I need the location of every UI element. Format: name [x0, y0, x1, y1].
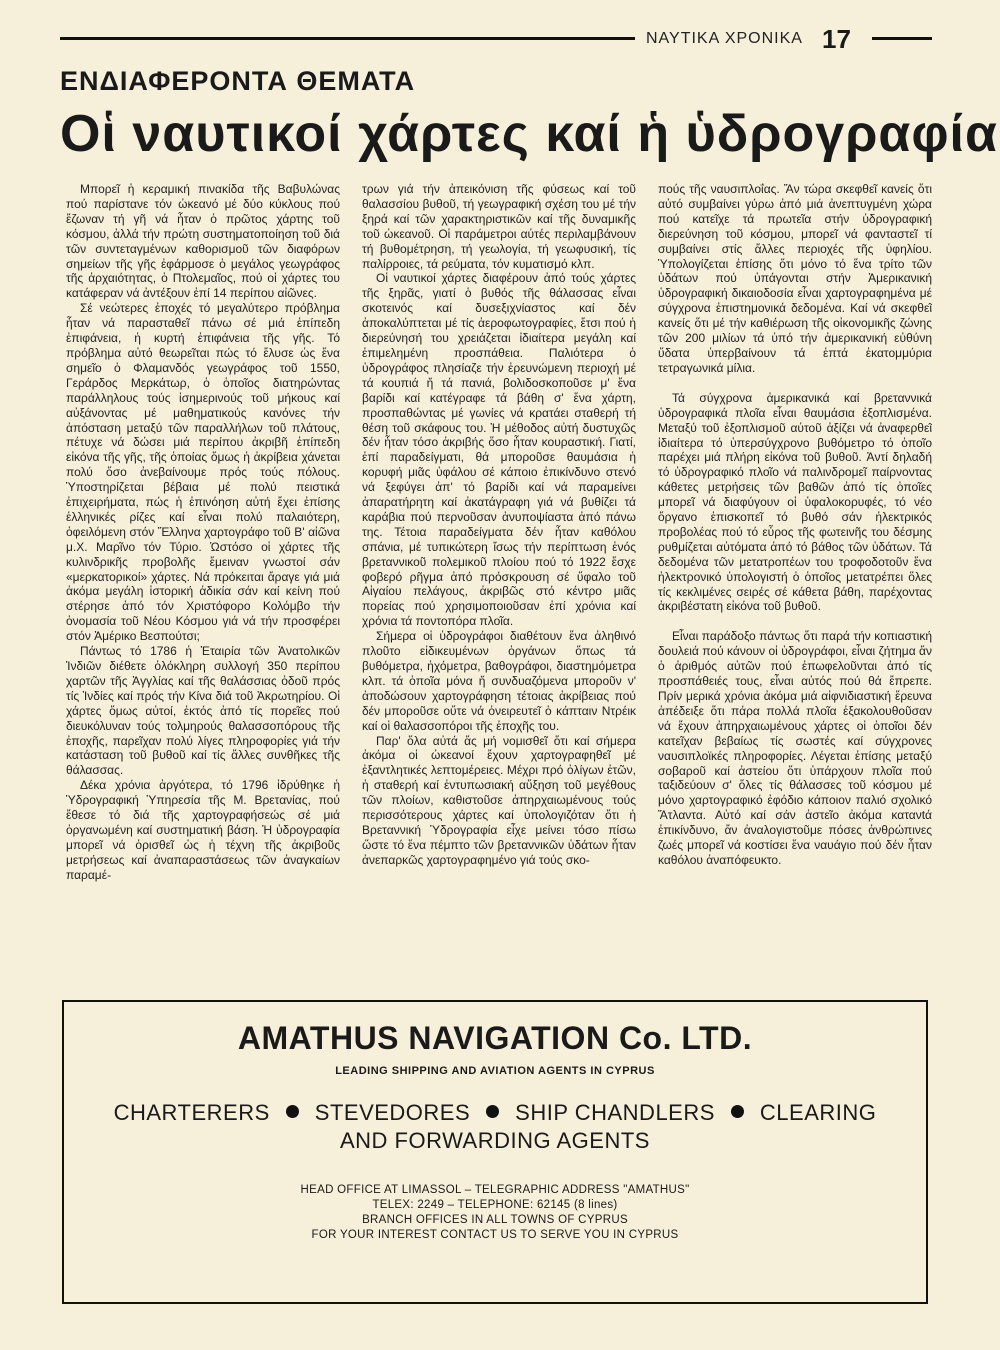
article-title: Οἱ ναυτικοί χάρτες καί ἡ ὑδρογραφία: [60, 105, 998, 163]
article-column-1: [66, 182, 340, 982]
bullet-icon: [486, 1105, 499, 1118]
paragraph: Δέκα χρόνια ἀργότερα, τό 1796 ἱδρύθηκε ἡ Ὑδρογραφική Ὑπηρεσία τῆς Μ. Βρετανίας, πού ἔθεσε τό διά τῆς χαρτογραφήσεώς σέ μιά ὀργανωμένη καί συστηματική βάση. Ἡ ὑδρογραφία μπορεῖ νά ὁρισθεῖ ὡς ἡ τέχνη τῆς ἀκριβοῦς μετρήσεως καί ἀναπαραστάσεως τῶν ἀναγκαίων παραμέ-: [66, 778, 340, 882]
article-column-3: [658, 182, 932, 982]
advert-company-name: AMATHUS NAVIGATION Co. LTD.: [237, 1020, 753, 1056]
section-heading: ΕΝΔΙΑΦΕΡΟΝΤΑ ΘΕΜΑΤΑ: [60, 66, 416, 96]
paragraph: Εἶναι παράδοξο πάντως ὅτι παρά τήν κοπιαστική δουλειά πού κάνουν οἱ ὑδρογράφοι, εἶναι ζήτημα ἄν ὁ ἀριθμός αὐτῶν πού ἐπωφελοῦνται ἀπό τίς προσπάθειές τους, εἶναι αὐτός πού θά ἔπρεπε. Πρίν μερικά χρόνια ἀκόμα μιά αἰφνιδιαστική ἔρευνα ἀπέδειξε ὅτι πάρα πολλά πλοῖα ἐξακολουθοῦσαν νά ἔχουν ἀπηρχαιωμένους χάρτες οἱ ὁποῖοι δέν κατεῖχαν βεβαίως τίς σωστές καί σύγχρονες ναυσιπλοϊκές πληροφορίες. Λέγεται ἐπίσης μεταξύ σοβαροῦ καί ἀστείου ὅτι ὑπάρχουν πλοῖα πού ταξιδεύουν σ' ὅλες τίς θάλασσες τοῦ κόσμου μέ μόνο χαρτογραφικό ἐφόδιο κάποιον παλιό σχολικό Ἄτλαντα. Αὐτό καί σάν ἀστεῖο ἀκόμα κατανtά ἐπικίνδυνο, ἄν ἀναλογιστοῦμε πόσες ἀνθρώπινες ζωές μπορεῖ νά κοστίσει ἕνα ναυάγιο πού δέν ἦταν καθόλου ἀναπόφευκτο.: [658, 629, 932, 867]
header-rule-left: [60, 37, 635, 40]
paragraph: Οἱ ναυτικοί χάρτες διαφέρουν ἀπό τούς χάρτες τῆς ξηρᾶς, γιατί ὁ βυθός τῆς θάλασσας εἶναι σκοτεινός καί δυσεξιχνίαστος καί δέν ἀποκαλύπτεται μέ τίς ἀεροφωτογραφίες, ἔτσι πού ἡ διερεύνησή του χρειάζεται ἰδιαίτερα μεγάλη καί ἐπιμελημένη προσπάθεια. Παλιότερα ὁ ὑδρογράφος πλησίαζε τήν ἐρευνώμενη περιοχή μέ τά κουπιά ἤ τά πανιά, βολιδοσκοποῦσε μ' ἕνα βαρίδι καί κατέγραφε τά βάθη σ' ἕνα χάρτη, προσπαθώντας μέ γωνίες νά κρατάει σταθερή τή θέση τοῦ σκάφους του. Ἡ μέθοδος αὐτή δυστυχῶς δέν ἦταν τόσο ἀκριβής ὅσο ἦταν κουραστική. Γιατί, ἐπί παραδείγματι, θά μποροῦσε θαυμάσια ἡ κορυφή μιᾶς ὑφάλου σέ κάποιο ἐπικίνδυνο στενό νά ξεφύγει ἀπ' τό βαρίδι καί νά παραμείνει ἀπαρατήρητη καί ἀκατάγραφη γιά νά βυθίζει τά καράβια πού περνοῦσαν ἀνυποψίαστα ἀπό πάνω της. Τέτοια παραδείγματα δέν ἦταν καθόλου σπάνια, μέ τυπικώτερη ἴσως τήν περίπτωση ἑνός βρεταννικοῦ πολεμικοῦ πλοίου πού τό 1922 ἔσχε φοβερό ρῆγμα ἀπό πρόσκρουση σέ ὕφαλο τοῦ Αἰγαίου πελάγους, ἀκριβῶς στό κέντρο μιᾶς πορείας πού χρησιμοποιοῦσαν ἐπί χρόνια καί χρόνια τά ποντοπόρα πλοῖα.: [362, 271, 636, 629]
paragraph: πούς τῆς ναυσιπλοΐας. Ἄν τώρα σκεφθεῖ κανείς ὅτι αὐτό συμβαίνει γύρω ἀπό μιά ἀνεπτυγμένη χώρα πού κατεῖχε τά πρωτεῖα στήν ὑδρογραφική διερεύνηση τοῦ κόσμου, μπορεῖ νά φανταστεῖ τί συμβαίνει στίς ἄλλες περιοχές τῆς ὑφηλίου. Ὑπολογίζεται ἐπίσης ὅτι μόνο τό ἕνα τρίτο τῶν ὑδάτων πού ὑπάγονται στήν Ἀμερικανική ὑδρογραφική δικαιοδοσία εἶναι χαρτογραφημένα μέ σύγχρονα ἐπιστημονικά δεδομένα. Καί νά σκεφθεῖ κανείς ὅτι μέ τήν καθιέρωση τῆς οἰκονομικῆς ζώνης τῶν 200 μιλίων τά ὑπό τήν ἀμερικανική εὐθύνη ὕδατα ὑπερβαίνουν τά ἑπτά ἑκατομμύρια τετραγωνικά μίλια.: [658, 182, 932, 375]
paragraph: Πάντως τό 1786 ἡ Ἑταιρία τῶν Ἀνατολικῶν Ἰνδιῶν διέθετε ὁλόκληρη συλλογή 350 περίπου χαρτῶν τῆς Ἀγγλίας καί τῆς θαλάσσιας ὁδοῦ πρός τίς Ἰνδίες καί πρός τήν Κίνα διά τοῦ Ἀκρωτηρίου. Οἱ χάρτες ὅμως αὐτοί, ἐκτός ἀπό τίς πορεῖες πού διευκόλυναν τούς τολμηρούς θαλασσοπόρους τῆς ἐποχῆς, παρεῖχαν πολύ λίγες πληροφορίες γιά τήν κατάσταση τοῦ βυθοῦ καί τίς ἄλλες συνθῆκες τῆς θάλασσας.: [66, 644, 340, 778]
service-item: STEVEDORES: [314, 1100, 471, 1125]
service-item: CHARTERERS: [113, 1100, 270, 1125]
header-rule-right: [872, 37, 932, 40]
service-item: CLEARING: [759, 1100, 877, 1125]
page-number: 17: [822, 24, 851, 54]
paragraph: Σέ νεώτερες ἐποχές τό μεγαλύτερο πρόβλημα ἦταν νά παρασταθεῖ πάνω σέ μιά ἐπίπεδη ἐπιφάνεια, ἡ κυρτή ἐπιφάνεια τῆς γῆς. Τό πρόβλημα αὐτό θεωρεῖται πώς τό ἔλυσε ὡς ἕνα σημεῖο ὁ Φλαμανδός γεωγράφος τοῦ 1550, Γεράρδος Μερκάτωρ, ὁ ὁποῖος διατηρώντας παράλληλους τούς ἰσημερινούς τοῦ μήκους καί αὐξάνοντας μέ μαθηματικούς κανόνες τήν ἀπόσταση μεταξύ τῶν παραλλήλων τοῦ πλάτους, πέτυχε νά δώσει μιά περίπου ἀκριβῆ ἐπίπεδη εἰκόνα τῆς γῆς, τῆς ὁποίας ὅμως ἡ ἀκρίβεια χάνεται πολύ ὅσο ἀνεβαίνουμε πρός τούς πόλους. Ὑποστηρίζεται βέβαια μέ πολύ πειστικά ἐπιχειρήματα, πώς ἡ ἐπινόηση αὐτή ἔχει ἐπίσης ἑλληνικές ρίζες καί εἶναι πολύ παλαιότερη, ὀφειλόμενη στόν Ἕλληνα χαρτογράφο τοῦ Β' αἰῶνα μ.Χ. Μαρῖνο τόν Τύριο. Ὡστόσο οἱ χάρτες τῆς κυλινδρικῆς προβολῆς ἔμειναν γνωστοί σάν «μερκατορικοί» χάρτες. Νά πρόκειται ἄραγε γιά μιά ἀκόμα μεγάλη ἱστορική ἀδικία σάν καί κείνη πού στέρησε ἀπό τόν Χριστόφορο Κολόμβο τήν ὀνομασία τοῦ Νέου Κόσμου γιά νά τήν προσφέρει στόν Ἀμέρικο Βεσπούτσι;: [66, 301, 340, 644]
bullet-icon: [731, 1105, 744, 1118]
paragraph: Μπορεῖ ἡ κεραμική πινακίδα τῆς Βαβυλώνας πού παρίστανε τόν ὠκεανό μέ δύο κύκλους πού ἔζωναν τή γῆ νά ἦταν ὁ πρῶτος χάρτης τοῦ κόσμου, ἀλλά τήν πρώτη συστηματοποίηση τοῦ διά τῶν συντεταγμένων καθορισμοῦ τῶν διαφόρων σημείων τῆς γῆς ἐφάρμοσε ὁ μεγάλος γεωγράφος τῆς ἀρχαιότητας, ὁ Πτολεμαῖος, πού οἱ χάρτες του κατάφεραν νά ἀντέξουν ἐπί 14 περίπου αἰῶνες.: [66, 182, 340, 301]
advert-services: [64, 1099, 926, 1155]
advert-tagline: LEADING SHIPPING AND AVIATION AGENTS IN CYPRUS: [335, 1065, 655, 1077]
advertisement-box: [62, 1000, 928, 1304]
paragraph: Παρ' ὅλα αὐτά ἄς μή νομισθεῖ ὅτι καί σήμερα ἀκόμα οἱ ὠκεανοί ἔχουν χαρτογραφηθεῖ μέ ἐξαντλητικές λεπτομέρειες. Μέχρι πρό ὀλίγων ἐτῶν, ἡ σταθερή καί ἐντυπωσιακή αὔξηση τοῦ μεγέθους τῶν πλοίων, καθιστοῦσε ἀπηρχαιωμένους τούς περισσότερους χάρτες καί ὑπολογιζόταν ὅτι ἡ Βρεταννική Ὑδρογραφία εἶχε μείνει τόσο πίσω ὥστε τό ἕνα πέμπτο τῶν βρεταννικῶν ὑδάτων ἦταν ἀνεπαρκῶς χαρτογραφημένο γιά τούς σκο-: [362, 733, 636, 867]
article-body: [66, 182, 932, 982]
contact-line: TELEX: 2249 – TELEPHONE: 62145 (8 lines): [372, 1199, 618, 1211]
advert-services-line2: AND FORWARDING AGENTS: [340, 1128, 650, 1153]
article-column-2: [362, 182, 636, 982]
paragraph: Σήμερα οἱ ὑδρογράφοι διαθέτουν ἕνα ἀληθινό πλοῦτο εἰδικευμένων ὀργάνων ὅπως τά βυθόμετρα, ἠχόμετρα, βαθογράφοι, διαστημόμετρα κλπ. τά ὁποῖα μόνα ἤ συνδυαζόμενα μποροῦν ν' ἀποδώσουν χαρτογράφηση τέτοιας ἀκρίβειας πού δέν μποροῦσε οὔτε νά ὀνειρευτεῖ ὁ κάπταιν Ντρέικ καί οἱ θαλασσοπόροι τῆς ἐποχῆς του.: [362, 629, 636, 733]
bullet-icon: [286, 1105, 299, 1118]
contact-line: HEAD OFFICE AT LIMASSOL – TELEGRAPHIC ADDRESS "AMATHUS": [300, 1184, 690, 1196]
contact-line: BRANCH OFFICES IN ALL TOWNS OF CYPRUS: [362, 1214, 628, 1226]
service-item: SHIP CHANDLERS: [515, 1100, 715, 1125]
paragraph: τρων γιά τήν ἀπεικόνιση τῆς φύσεως καί τοῦ θαλασσίου βυθοῦ, τή γεωγραφική σχέση του μέ τήν ξηρά καί τῶν χαρακτηριστικῶν καί τῆς δυναμικῆς τοῦ ὠκεανοῦ. Οἱ παράμετροι αὐτές περιλαμβάνουν τή βυθομέτρηση, τή γεωλογία, τή γεωφυσική, τίς παλίρροιες, τά ρεύματα, τόν κυματισμό κλπ.: [362, 182, 636, 271]
contact-line: FOR YOUR INTEREST CONTACT US TO SERVE YOU IN CYPRUS: [311, 1229, 679, 1241]
advert-contact: [64, 1183, 926, 1243]
magazine-name: ΝΑΥΤΙΚΑ ΧΡΟΝΙΚΑ: [646, 30, 803, 47]
paragraph: Τά σύγχρονα ἀμερικανικά καί βρεταννικά ὑδρογραφικά πλοῖα εἶναι θαυμάσια ἐξοπλισμένα. Μεταξύ τοῦ ἐξοπλισμοῦ αὐτοῦ ἀξίζει νά ἀναφερθεῖ ἰδιαίτερα τό ὑπερσύγχρονο βυθόμετρο τό ὁποῖο παρέχει μιά πλήρη εἰκόνα τοῦ βυθοῦ. Ἀντί δηλαδή τό ὑδρογραφικό πλοῖο νά παλινδρομεῖ παίρνοντας κάθετες μετρήσεις τῶν βαθῶν ἀπό τίς ὁποῖες μπορεῖ νά διαφύγουν οἱ ὑφαλοκορυφές, τό νέο ὄργανο ἐπισκοπεῖ τό βυθό σάν ἠλεκτρικός προβολέας πού τό εὖρος τῆς φωτεινῆς του δέσμης ρυθμίζεται αὐτόματα ἀπό τό βάθος τῶν ὑδάτων. Τά δεδομένα τῶν μετατροπέων του τροφοδοτοῦν ἕνα ἠλεκτρονικό ὑπολογιστή ὁ ὁποῖος μετατρέπει ὅλες τίς κεκλιμένες σειρές σέ κάθετα βάθη, παρέχοντας ἀκριβέστατη εἰκόνα τοῦ βυθοῦ.: [658, 390, 932, 614]
